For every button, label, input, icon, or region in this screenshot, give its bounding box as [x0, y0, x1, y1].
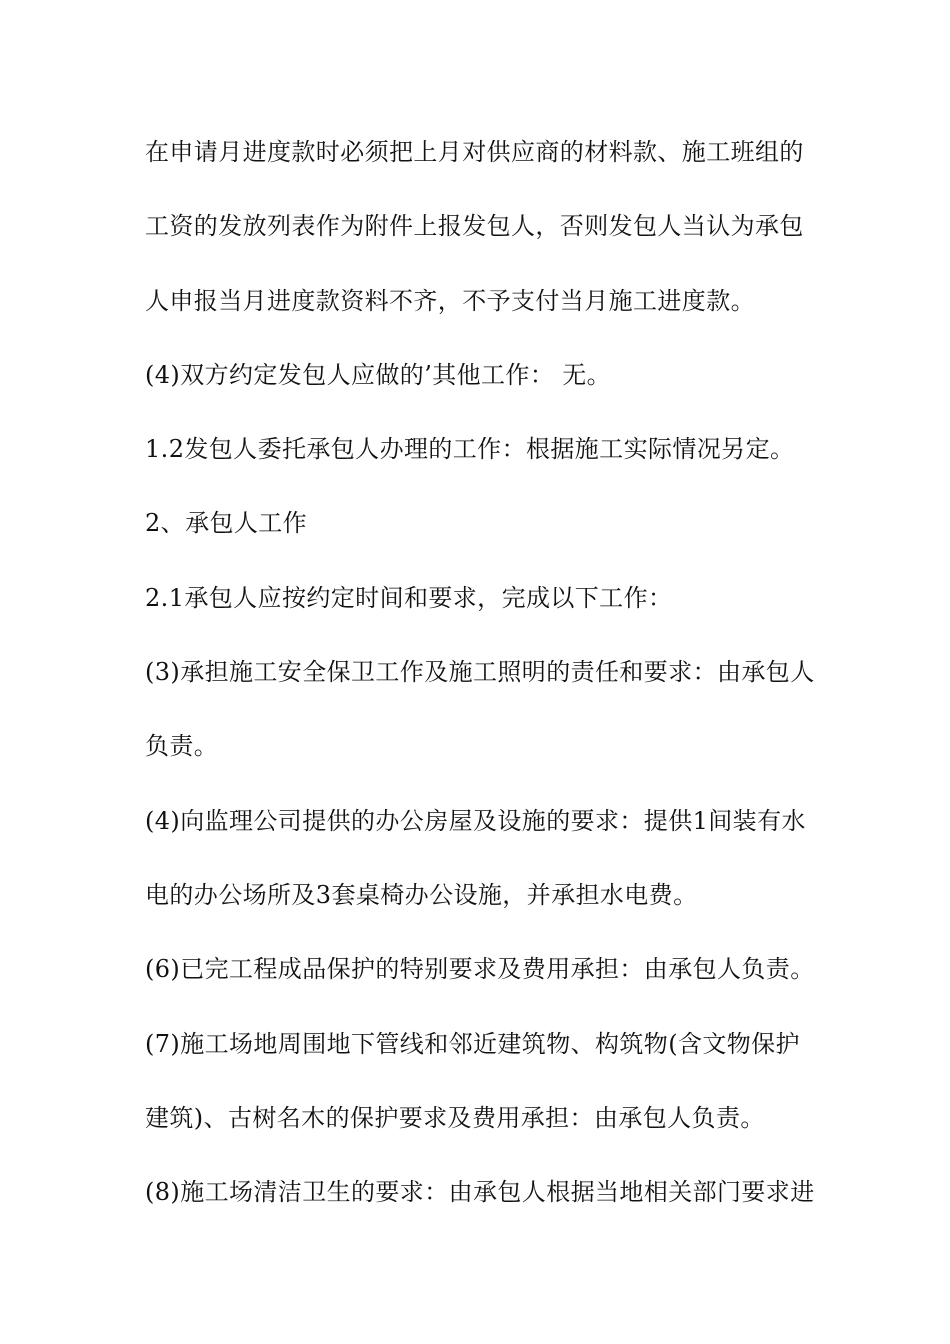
text-line: 1.2发包人委托承包人办理的工作：根据施工实际情况另定。	[145, 435, 795, 464]
text-line: 工资的发放列表作为附件上报发包人，否则发包人当认为承包	[145, 212, 804, 241]
text-line: 电的办公场所及3套桌椅办公设施，并承担水电费。	[145, 880, 698, 909]
section-heading: 2、承包人工作	[145, 509, 308, 538]
text-line: 建筑)、古树名木的保护要求及费用承担：由承包人负责。	[145, 1103, 765, 1132]
text-line: (8)施工场清洁卫生的要求：由承包人根据当地相关部门要求进	[145, 1178, 815, 1207]
text-line: (3)承担施工安全保卫工作及施工照明的责任和要求：由承包人	[145, 658, 815, 687]
text-line: 负责。	[145, 732, 219, 761]
text-line: (4)向监理公司提供的办公房屋及设施的要求：提供1间装有水	[145, 806, 806, 835]
document-body	[145, 124, 815, 1238]
text-line: (4)双方约定发包人应做的’其他工作： 无。	[145, 360, 612, 389]
text-line: 2.1承包人应按约定时间和要求，完成以下工作：	[145, 583, 673, 612]
text-line: 人申报当月进度款资料不齐，不予支付当月施工进度款。	[145, 286, 755, 315]
text-line: (7)施工场地周围地下管线和邻近建筑物、构筑物(含文物保护	[145, 1029, 800, 1058]
text-line: 在申请月进度款时必须把上月对供应商的材料款、施工班组的	[145, 138, 804, 166]
text-line: (6)已完工程成品保护的特别要求及费用承担：由承包人负责。	[145, 955, 815, 984]
